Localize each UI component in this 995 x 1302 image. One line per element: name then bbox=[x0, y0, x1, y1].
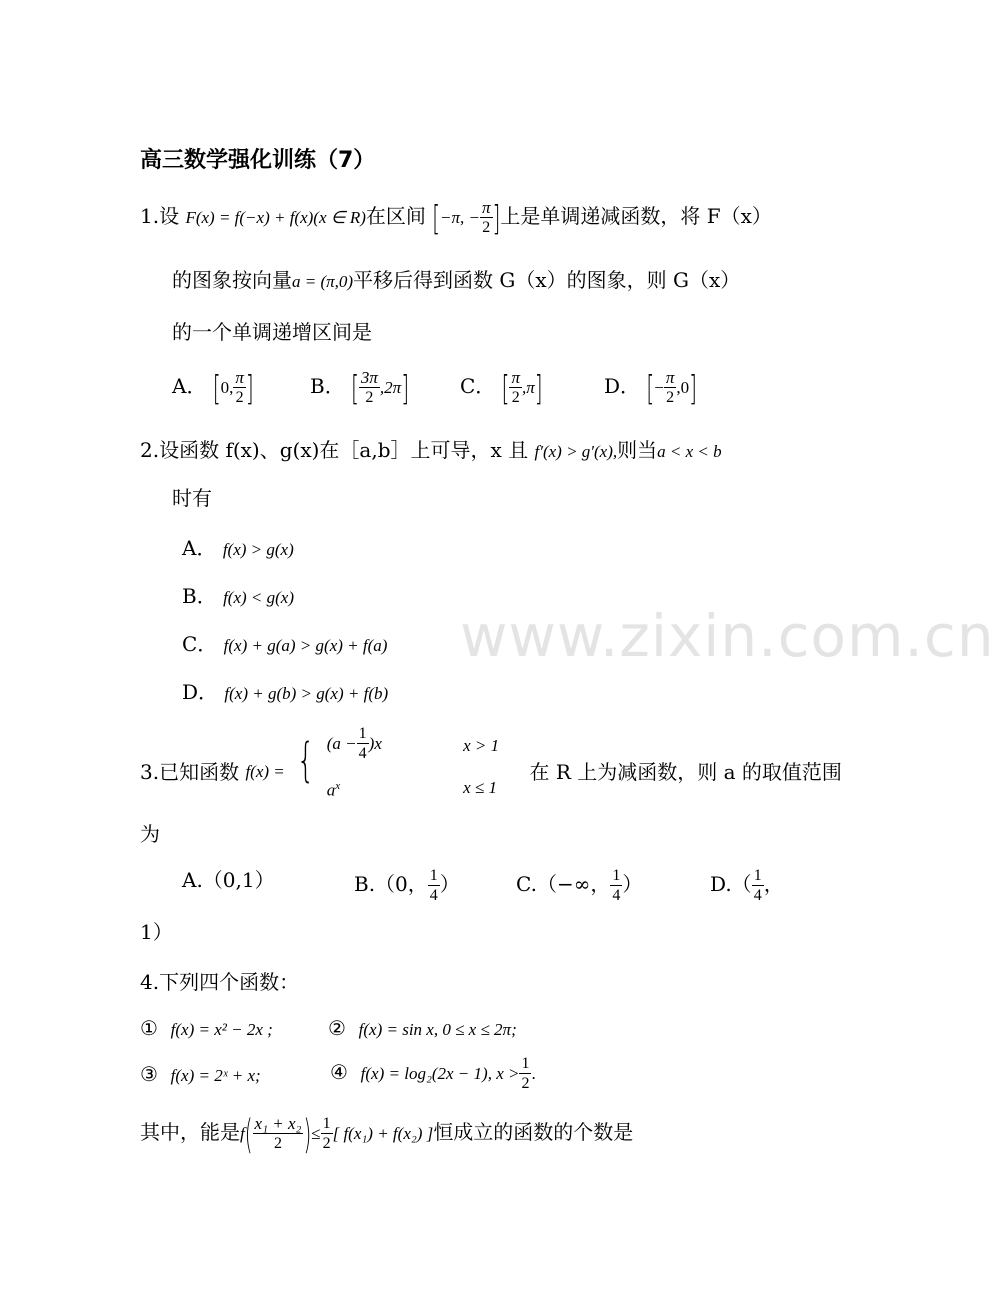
fraction-1-over-4: $\frac{1}{4}$ bbox=[429, 867, 438, 904]
q1-function: F(x) = f(−x) + f(x)(x ∈ R) bbox=[185, 208, 366, 227]
fraction-1-over-4: $\frac{1}{4}$ bbox=[612, 867, 621, 904]
case-2-condition: x ≤ 1 bbox=[463, 778, 498, 797]
q1-lead: 设 bbox=[159, 204, 180, 228]
q4-last-prefix: 其中，能是 bbox=[140, 1120, 240, 1144]
fraction-pi-over-2: $\frac{\pi}{2}$ bbox=[235, 368, 244, 406]
q2-option-c[interactable]: C． f(x) + g(a) > g(x) + f(a) bbox=[182, 632, 388, 656]
question-1-line-3: 的一个单调递增区间是 bbox=[172, 320, 372, 344]
question-3-line-1 bbox=[140, 722, 842, 802]
right-bracket: ] bbox=[492, 197, 501, 238]
option-label: C． bbox=[460, 374, 496, 398]
circled-2: ② bbox=[328, 1016, 346, 1040]
q4-function-3: ③ f(x) = 2ˣ + x; bbox=[140, 1062, 261, 1086]
q3-function: f(x) = bbox=[245, 762, 285, 781]
question-2-line-2: 时有 bbox=[172, 486, 212, 510]
q1-interval-left: −π, − bbox=[440, 208, 481, 227]
fraction-pi-over-2: $\frac{\pi}{2}$ bbox=[511, 368, 521, 406]
q2-range: a < x < b bbox=[657, 442, 722, 461]
q3-option-d-wrap: 1） bbox=[140, 920, 173, 944]
fraction-1-over-2: $\frac{1}{2}$ bbox=[521, 1055, 530, 1092]
q2-option-a[interactable]: A． f(x) > g(x) bbox=[182, 536, 294, 560]
q1-option-b[interactable]: B． [ $\frac{3\pi}{2}$ ,2π] bbox=[310, 367, 409, 408]
fraction-pi-over-2: $\frac{\pi}{2}$ bbox=[665, 368, 675, 406]
q1-option-a[interactable]: A． [0, $\frac{\pi}{2}$ ] bbox=[172, 367, 254, 408]
circled-3: ③ bbox=[140, 1062, 158, 1086]
q4-function-2: ② f(x) = sin x, 0 ≤ x ≤ 2π; bbox=[328, 1016, 517, 1040]
piecewise-cases bbox=[327, 722, 457, 798]
q1-option-c[interactable]: C． [ $\frac{\pi}{2}$ ,π] bbox=[460, 367, 543, 408]
q1-vector: a = (π,0) bbox=[292, 272, 354, 291]
q3-number: 3. bbox=[140, 760, 160, 784]
q3-option-a[interactable]: A.（0,1） bbox=[182, 868, 275, 892]
fraction-x1-plus-x2-over-2: $\frac{\text{x₁ + x₂}}{2}$ bbox=[254, 1114, 302, 1152]
circled-4: ④ bbox=[330, 1060, 348, 1084]
q2-number: 2. bbox=[140, 438, 160, 462]
piecewise-conditions bbox=[463, 722, 523, 798]
q2-condition: f′(x) > g′(x), bbox=[534, 442, 618, 461]
q1-line2-rest: 平移后得到函数 G（x）的图象，则 G（x） bbox=[353, 268, 741, 292]
q4-function-1: ① f(x) = x² − 2x ; bbox=[140, 1016, 273, 1040]
fraction-1-over-4: $\frac{1}{4}$ bbox=[358, 725, 367, 762]
fraction-3pi-over-2: $\frac{3\pi}{2}$ bbox=[360, 368, 378, 406]
case-1-condition: x > 1 bbox=[463, 736, 500, 755]
fraction-pi-over-2: $\frac{\pi}{2}$ bbox=[482, 198, 491, 236]
question-3-line-2: 为 bbox=[140, 822, 160, 846]
q2-option-d[interactable]: D． f(x) + g(b) > g(x) + f(b) bbox=[182, 680, 389, 704]
question-2-line-1 bbox=[140, 436, 722, 466]
q3-option-d[interactable]: D.（ $\frac{1}{4}$ ， bbox=[710, 867, 784, 904]
q3-after: 在 R 上为减函数，则 a 的取值范围 bbox=[529, 760, 842, 784]
question-4-last-line: 其中，能是f( $\frac{\text{x₁ + x₂}}{2}$ )≤ $\frac{1}{2}$ [ f(x₁) + f(x₂) ]恒成立的函数的个数是 bbox=[140, 1109, 634, 1158]
page-title: 高三数学强化训练（7） bbox=[140, 148, 376, 173]
q2-text: 设函数 f(x)、g(x)在［a,b］上可导，x 且 bbox=[159, 438, 529, 462]
question-1-line-2 bbox=[172, 266, 740, 296]
q1-option-d[interactable]: D． [− $\frac{\pi}{2}$ ,0] bbox=[604, 367, 697, 408]
piecewise-brace: { bbox=[296, 733, 315, 787]
case-2: $a^x$ bbox=[326, 780, 341, 800]
q1-number: 1. bbox=[140, 204, 160, 228]
question-4-heading: 4.下列四个函数： bbox=[140, 970, 300, 994]
option-label: B． bbox=[310, 374, 345, 398]
left-bracket: [ bbox=[432, 197, 441, 238]
circled-1: ① bbox=[140, 1016, 158, 1040]
q1-after: 上是单调递减函数，将 F（x） bbox=[500, 204, 772, 228]
q3-option-c[interactable]: C.（−∞， $\frac{1}{4}$ ） bbox=[516, 867, 643, 904]
q1-mid: 在区间 bbox=[365, 204, 426, 228]
case-1: (a − $\frac{1}{4}$ )x bbox=[326, 725, 382, 762]
q1-line2-text: 的图象按向量 bbox=[172, 268, 292, 292]
question-1-line-1 bbox=[140, 198, 772, 237]
fraction-1-over-2: $\frac{1}{2}$ bbox=[322, 1115, 331, 1152]
q2-option-b[interactable]: B． f(x) < g(x) bbox=[182, 584, 294, 608]
q3-lead: 已知函数 bbox=[159, 760, 240, 784]
q2-then: 则当 bbox=[617, 438, 658, 462]
q3-option-b[interactable]: B.（0， $\frac{1}{4}$ ） bbox=[354, 867, 460, 904]
watermark: www.zixin.com.cn bbox=[460, 602, 995, 670]
option-label: A． bbox=[172, 374, 207, 398]
option-label: D． bbox=[604, 374, 641, 398]
fraction-1-over-4: $\frac{1}{4}$ bbox=[753, 867, 762, 904]
q4-last-suffix: 恒成立的函数的个数是 bbox=[433, 1120, 634, 1144]
q4-function-4: ④ f(x) = log₂(2x − 1), x > $\frac{1}{2}$ . bbox=[330, 1055, 536, 1092]
